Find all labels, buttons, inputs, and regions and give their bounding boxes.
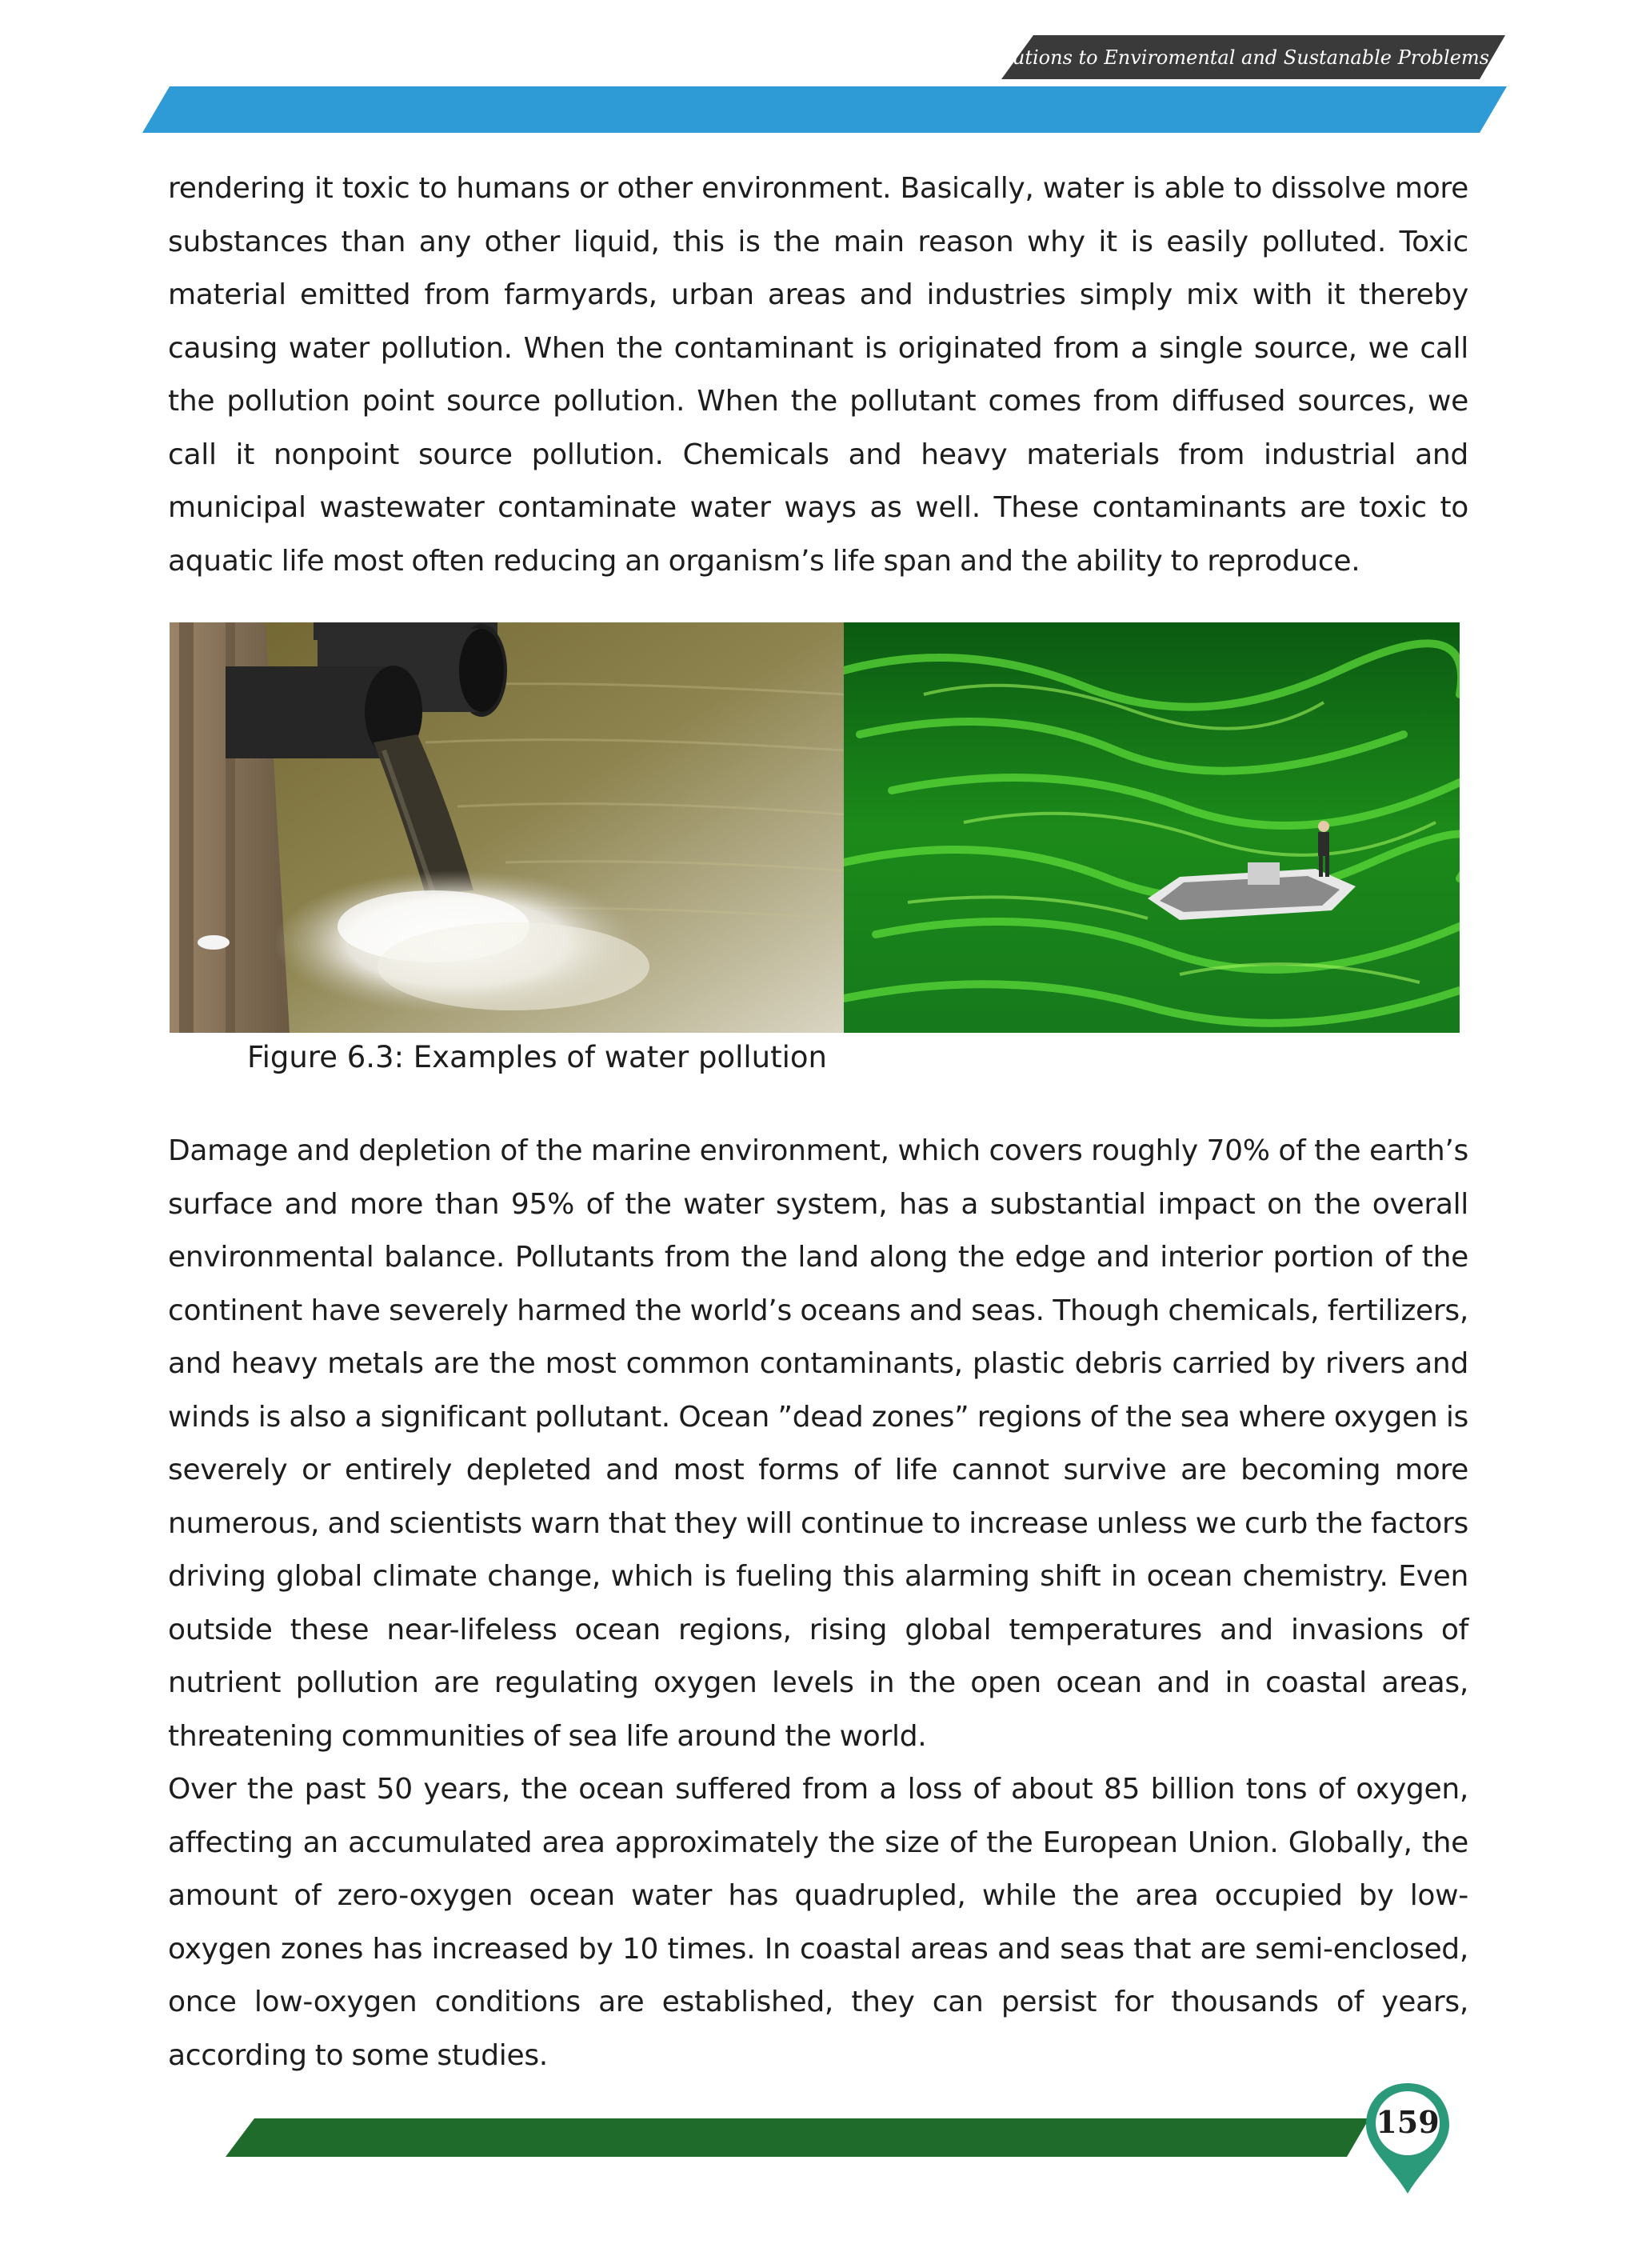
running-header xyxy=(981,35,1505,79)
page-number: 159 xyxy=(1376,2103,1440,2140)
figure-water-pollution xyxy=(170,622,1460,1033)
paragraph-text: Over the past 50 years, the ocean suffered from a loss of about 85 billion tons of oxygen, affecting an accumulated area approximately the size of the European Union. Globally, the amount of zero-oxygen ocean water has quadrupled, while the area occupied by low-oxygen zones has increased by 10 times. In coastal areas and seas that are semi-enclosed, once low-oxygen conditions are established, they can persist for thousands of years, according to some studies. xyxy=(168,1773,1468,2072)
paragraph-text: Damage and depletion of the marine environment, which covers roughly 70% of the earth’s surface and more than 95% of the water system, has a substantial impact on the overall environmental balance. Pollutants from the land along the edge and interior portion of the continent have severely harmed the world’s oceans and seas. Though chemicals, fertilizers, and heavy metals are the most common contaminants, plastic debris carried by rivers and winds is also a significant pollutant. Ocean ”dead zones” regions of the sea where oxygen is severely or entirely depleted and most forms of life cannot survive are becoming more numerous, and scientists warn that they will continue to increase unless we curb the factors driving global climate change, which is fueling this alarming shift in ocean chemistry. Even outside these near-lifeless ocean regions, rising global temperatures and invasions of nutrient pollution are regulating oxygen levels in the open ocean and in coastal areas, threatening communities of sea life around the world. xyxy=(168,1134,1468,1753)
figure-caption: Figure 6.3: Examples of water pollution xyxy=(247,1040,827,1074)
photo-wastewater-outfall xyxy=(170,622,844,1033)
outfall-pipes-image xyxy=(170,622,844,1033)
running-title: Solutions to Enviromental and Sustanable Problems xyxy=(981,46,1489,69)
header-blue-band xyxy=(142,86,1507,133)
photo-algal-bloom xyxy=(844,622,1460,1033)
body-paragraphs-2-3 xyxy=(168,1125,1468,2082)
body-paragraph-1 xyxy=(168,162,1468,588)
footer-green-band xyxy=(226,2118,1369,2157)
algal-bloom-image xyxy=(844,622,1460,1033)
paragraph-text: rendering it toxic to humans or other environment. Basically, water is able to dissolve more substances than any other liquid, this is the main reason why it is easily polluted. Toxic material emitted from farmyards, urban areas and industries simply mix with it thereby causing water pollution. When the contaminant is originated from a single source, we call the pollution point source pollution. When the pollutant comes from diffused sources, we call it nonpoint source pollution. Chemicals and heavy materials from industrial and municipal wastewater contaminate water ways as well. These contaminants are toxic to aquatic life most often reducing an organism’s life span and the ability to reproduce. xyxy=(168,172,1468,578)
